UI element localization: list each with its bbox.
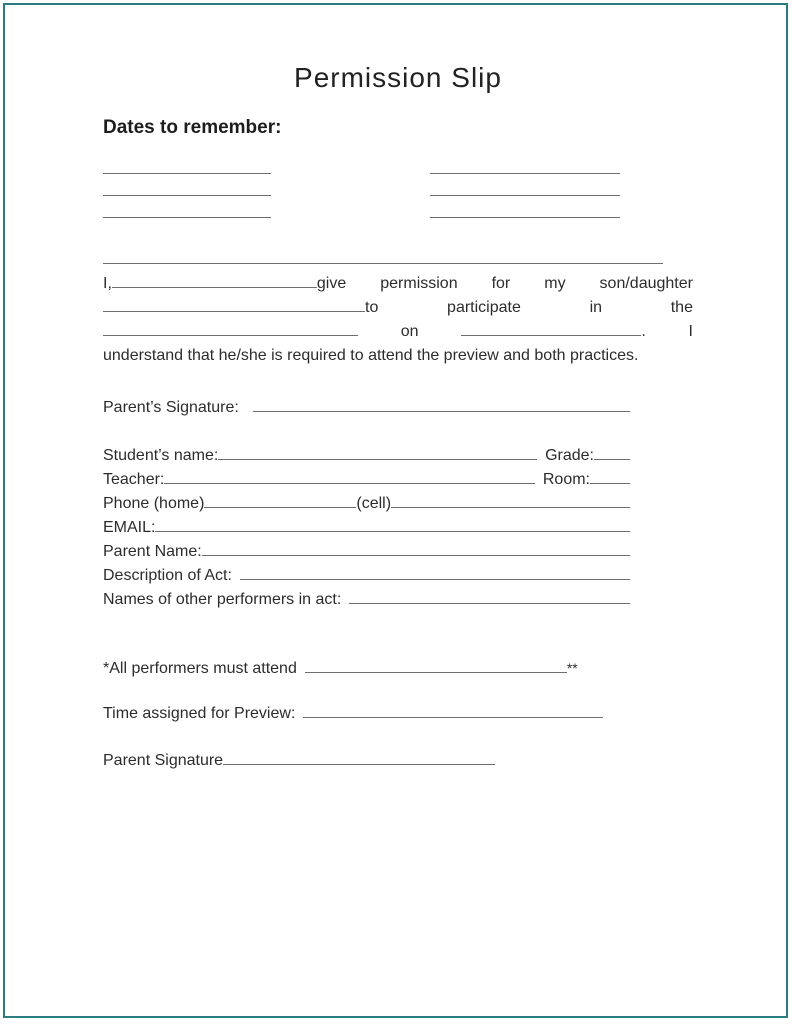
student-name-label: Student’s name: [103,447,219,464]
paragraph-text: son/daughter [599,275,693,292]
footer-parent-signature-blank [223,751,495,765]
paragraph-text: for [491,275,511,292]
description-row [103,564,630,588]
blank-line [103,322,358,336]
paragraph-text: understand that he/she is required to attend the preview and both practices. [103,347,639,364]
student-name-blank [218,446,537,460]
email-label: EMAIL: [103,519,156,536]
footer-parent-signature-label: Parent Signature [103,752,224,769]
blank-line [461,322,641,336]
preview-time-label: Time assigned for Preview: [103,705,296,722]
paragraph-line-1 [103,272,693,296]
preview-time-blank [303,704,603,718]
attend-note-section [103,656,693,680]
preview-time-section [103,702,693,726]
other-performers-label: Names of other performers in act: [103,591,342,608]
phone-row [103,492,630,516]
paragraph-text: participate [447,299,521,316]
date-blank-line [430,152,620,174]
paragraph-text: the [670,299,693,316]
paragraph-text: on [400,323,419,340]
paragraph-line-2 [103,296,693,320]
paragraph-text: . [641,323,646,340]
paragraph-text: permission [380,275,458,292]
description-of-act-label: Description of Act: [103,567,232,584]
parent-name-row [103,540,630,564]
student-name-row [103,444,630,468]
parent-signature-label: Parent’s Signature: [103,399,239,416]
blank-line [103,298,365,312]
attend-note-label: *All performers must attend [103,660,297,677]
signature-section [103,396,630,420]
paragraph-text: to [365,299,379,316]
footer-signature-section [103,749,693,773]
page-title: Permission Slip [294,62,502,93]
phone-cell-label: (cell) [356,495,392,512]
teacher-row [103,468,630,492]
date-blank-line [103,174,271,196]
teacher-blank [164,470,535,484]
blank-line [103,250,663,264]
description-of-act-blank [240,566,630,580]
attend-note-blank [305,659,567,673]
other-performers-blank [349,590,630,604]
paragraph-text: my [544,275,566,292]
date-blank-line [103,152,271,174]
paragraph-text: give [316,275,347,292]
dates-right-column [430,152,620,218]
dates-blank-lines [103,152,693,218]
room-blank [590,470,630,484]
blank-line [112,274,317,288]
phone-cell-blank [391,494,630,508]
email-blank [155,518,630,532]
performers-row [103,588,630,612]
parent-name-label: Parent Name: [103,543,202,560]
teacher-label: Teacher: [103,471,165,488]
dates-heading: Dates to remember: [103,117,282,138]
phone-home-label: Phone (home) [103,495,205,512]
attend-note-asterisks: ** [566,660,578,676]
attend-note-row [103,656,693,680]
permission-slip-document [103,0,693,773]
footer-parent-signature-row [103,749,693,773]
phone-home-blank [204,494,356,508]
room-label: Room: [542,471,590,488]
parent-signature-row [103,396,630,420]
paragraph-text: in [589,299,603,316]
dates-left-column [103,152,271,218]
paragraph-line-3 [103,320,693,344]
parent-name-blank [202,542,630,556]
paragraph-line-4 [103,344,693,368]
date-blank-line [430,196,620,218]
parent-signature-blank [253,398,630,412]
preview-time-row [103,702,693,726]
date-blank-line [430,174,620,196]
email-row [103,516,630,540]
grade-label: Grade: [545,447,594,464]
permission-paragraph [103,248,693,368]
paragraph-text: I, [103,275,112,292]
paragraph-text: I [688,323,693,340]
date-blank-line [103,196,271,218]
grade-blank [594,446,630,460]
student-info-section [103,444,630,612]
paragraph-blank-line [103,248,693,272]
